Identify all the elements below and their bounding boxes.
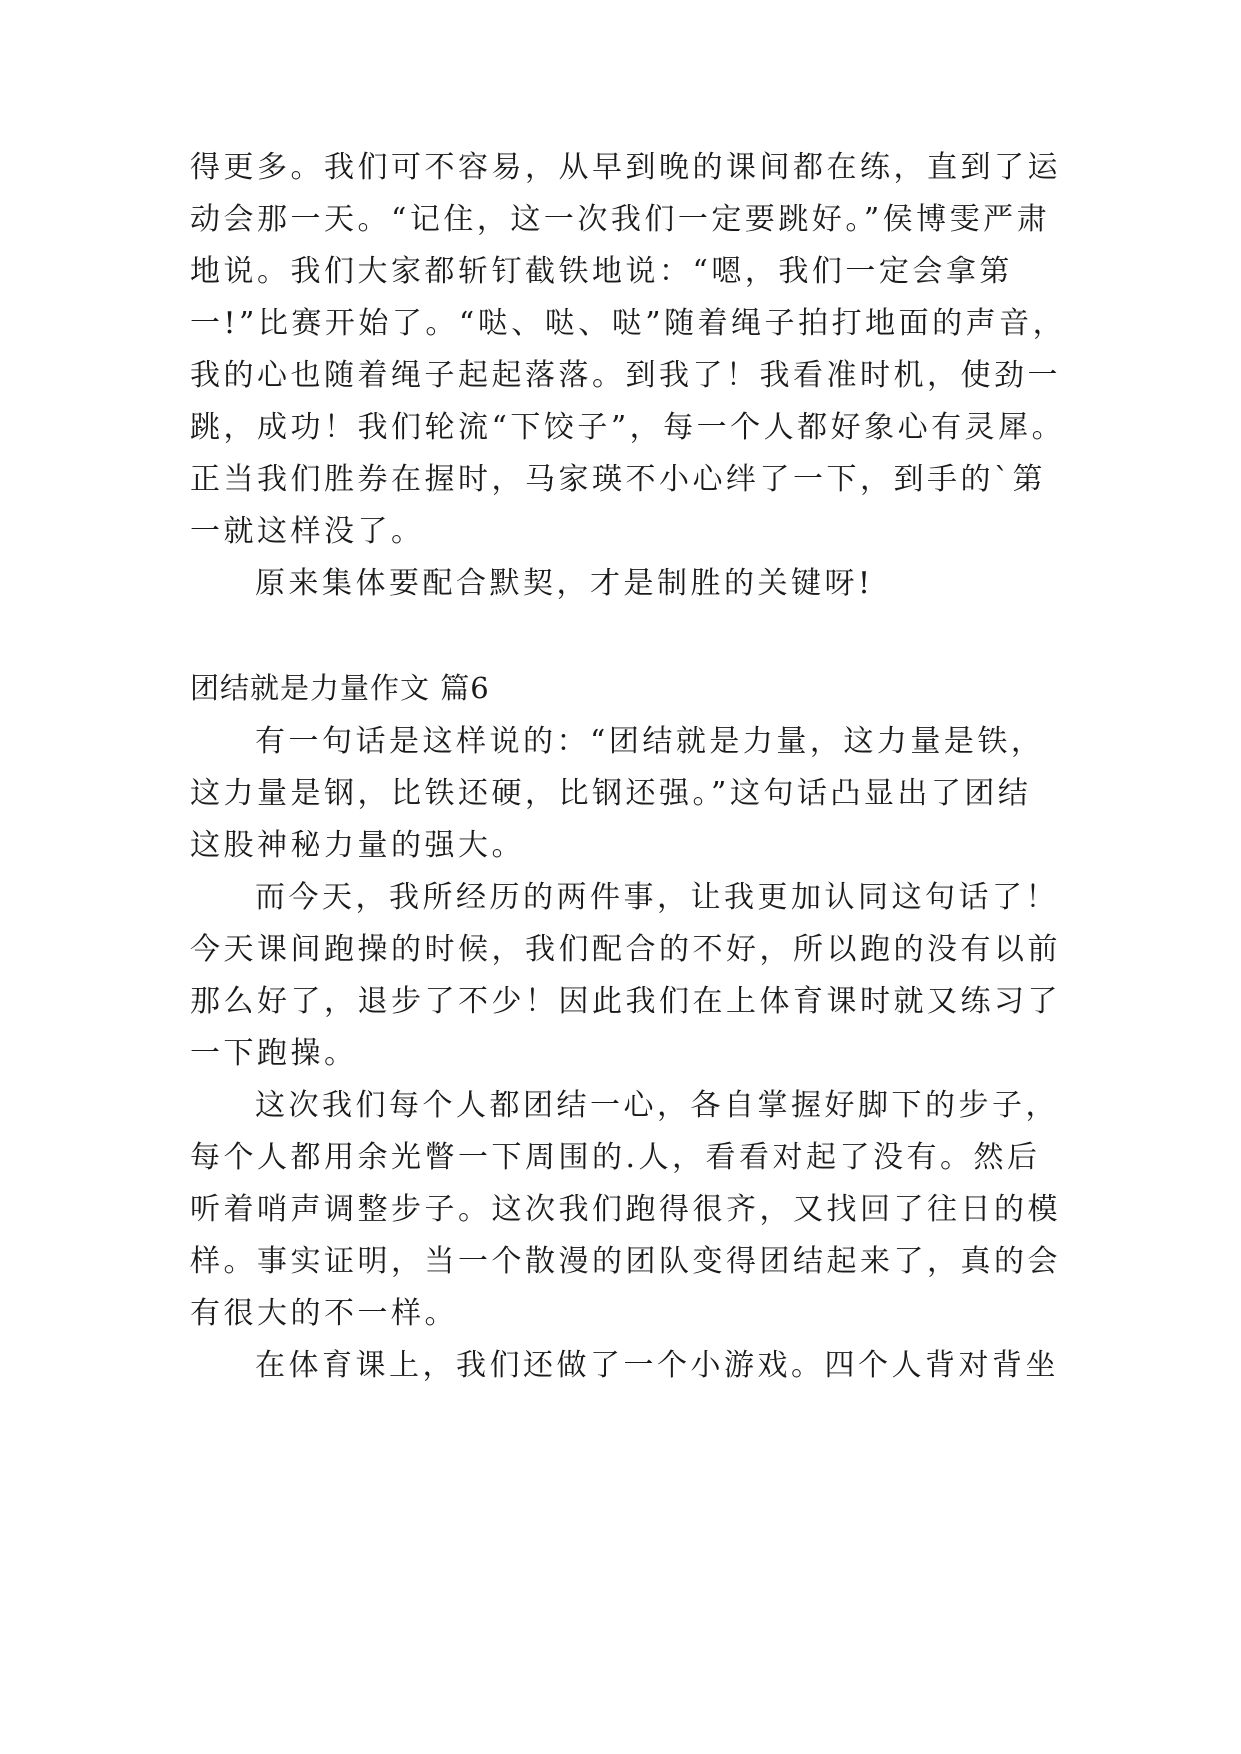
- text-line: 我的心也随着绳子起起落落。到我了！我看准时机，使劲一: [190, 358, 1061, 393]
- text-line: 这次我们每个人都团结一心，各自掌握好脚下的步子，: [255, 1088, 1059, 1123]
- text-line: 跳，成功！我们轮流“下饺子”，每一个人都好象心有灵犀。: [190, 410, 1066, 445]
- text-line: 正当我们胜券在握时，马家瑛不小心绊了一下，到手的`第: [190, 462, 1046, 497]
- text-line: 一下跑操。: [190, 1036, 358, 1071]
- paragraph-conclusion: 原来集体要配合默契，才是制胜的关键呀!: [255, 566, 874, 601]
- text-line: 一就这样没了。: [190, 514, 425, 549]
- text-line: 得更多。我们可不容易，从早到晚的课间都在练，直到了运: [190, 150, 1061, 185]
- text-line: 这力量是钢，比铁还硬，比钢还强。”这句话凸显出了团结: [190, 776, 1032, 811]
- text-line: 有一句话是这样说的：“团结就是力量，这力量是铁，: [255, 724, 1045, 759]
- text-line: 每个人都用余光瞥一下周围的.人，看看对起了没有。然后: [190, 1140, 1041, 1175]
- text-line: 听着哨声调整步子。这次我们跑得很齐，又找回了往日的模: [190, 1192, 1061, 1227]
- text-line: 那么好了，退步了不少！因此我们在上体育课时就又练习了: [190, 984, 1061, 1019]
- text-line: 一!”比赛开始了。“哒、哒、哒”随着绳子拍打地面的声音，: [190, 306, 1067, 341]
- text-line: 有很大的不一样。: [190, 1296, 458, 1331]
- text-line: 地说。我们大家都斩钉截铁地说：“嗯，我们一定会拿第: [190, 254, 1013, 289]
- text-line: 样。事实证明，当一个散漫的团队变得团结起来了，真的会: [190, 1244, 1061, 1279]
- text-line: 而今天，我所经历的两件事，让我更加认同这句话了！: [255, 880, 1059, 915]
- text-line: 这股神秘力量的强大。: [190, 828, 525, 863]
- section-title: 团结就是力量作文 篇6: [190, 671, 490, 705]
- text-line: 在体育课上，我们还做了一个小游戏。四个人背对背坐: [255, 1348, 1059, 1383]
- text-line: 动会那一天。“记住，这一次我们一定要跳好。”侯博雯严肃: [190, 202, 1051, 237]
- text-line: 今天课间跑操的时候，我们配合的不好，所以跑的没有以前: [190, 932, 1061, 967]
